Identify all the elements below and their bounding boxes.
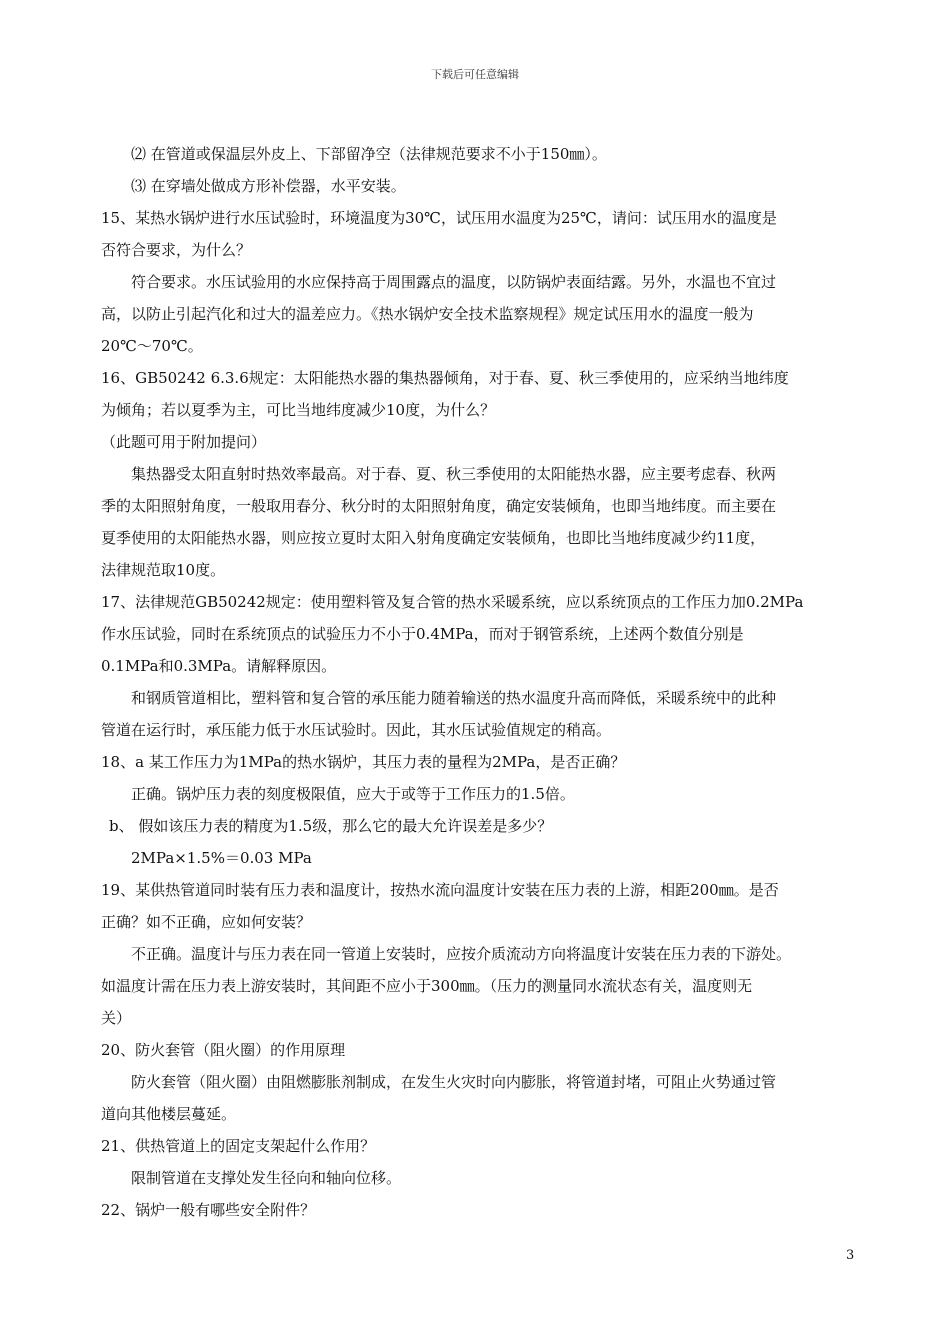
- text-line: 20℃～70℃。: [101, 337, 203, 355]
- text-line: 和钢质管道相比，塑料管和复合管的承压能力随着输送的热水温度升高而降低，采暖系统中的此种: [131, 689, 777, 707]
- text-line: 否符合要求，为什么？: [101, 241, 252, 259]
- text-line: 作水压试验，同时在系统顶点的试验压力不小于0.4MPa，而对于钢管系统，上述两个数值分别是: [101, 625, 744, 643]
- text-line: 22、锅炉一般有哪些安全附件？: [101, 1201, 316, 1219]
- text-line: 关）: [101, 1009, 132, 1027]
- text-line: b、 假如该压力表的精度为1.5级，那么它的最大允许误差是多少？: [109, 817, 553, 835]
- text-line: 法律规范取10度。: [101, 561, 226, 579]
- text-line: 道向其他楼层蔓延。: [101, 1105, 237, 1123]
- text-line: ⑵ 在管道或保温层外皮上、下部留净空（法律规范要求不小于150㎜）。: [131, 145, 607, 163]
- text-line: 16、GB50242 6.3.6规定：太阳能热水器的集热器倾角，对于春、夏、秋三季使用的，应采纳当地纬度: [101, 369, 789, 387]
- text-line: 夏季使用的太阳能热水器，则应按立夏时太阳入射角度确定安装倾角，也即比当地纬度减少约11度，: [101, 529, 766, 547]
- text-line: 管道在运行时，承压能力低于水压试验时。因此，其水压试验值规定的稍高。: [101, 721, 612, 739]
- text-line: 19、某供热管道同时装有压力表和温度计，按热水流向温度计安装在压力表的上游，相距200㎜。是否: [101, 881, 779, 899]
- text-line: 限制管道在支撑处发生径向和轴向位移。: [131, 1169, 402, 1187]
- page-number: 3: [846, 1248, 855, 1263]
- page-header: 下载后可任意编辑: [431, 68, 519, 81]
- text-line: 21、供热管道上的固定支架起什么作用？: [101, 1137, 376, 1155]
- text-line: 不正确。温度计与压力表在同一管道上安装时，应按介质流动方向将温度计安装在压力表的下游处。: [131, 945, 792, 963]
- text-line: 正确。锅炉压力表的刻度极限值，应大于或等于工作压力的1.5倍。: [131, 785, 575, 803]
- text-line: 17、法律规范GB50242规定：使用塑料管及复合管的热水采暖系统，应以系统顶点的工作压力加0.2MPa: [101, 593, 804, 611]
- text-line: 集热器受太阳直射时热效率最高。对于春、夏、秋三季使用的太阳能热水器，应主要考虑春、秋两: [131, 465, 777, 483]
- text-line: 2MPa×1.5%＝0.03 MPa: [131, 849, 312, 867]
- text-line: 18、a 某工作压力为1MPa的热水锅炉，其压力表的量程为2MPa，是否正确？: [101, 753, 626, 771]
- text-line: （此题可用于附加提问）: [101, 433, 267, 451]
- text-line: 季的太阳照射角度，一般取用春分、秋分时的太阳照射角度，确定安装倾角，也即当地纬度。而主要在: [101, 497, 777, 515]
- text-line: 15、某热水锅炉进行水压试验时，环境温度为30℃，试压用水温度为25℃，请问：试压用水的温度是: [101, 209, 777, 227]
- document-body: [101, 138, 861, 1226]
- text-line: 0.1MPa和0.3MPa。请解释原因。: [101, 657, 337, 675]
- text-line: 20、防火套管（阻火圈）的作用原理: [101, 1041, 346, 1059]
- text-line: 如温度计需在压力表上游安装时，其间距不应小于300㎜。（压力的测量同水流状态有关，温度则无: [101, 977, 753, 995]
- text-line: 为倾角；若以夏季为主，可比当地纬度减少10度，为什么？: [101, 401, 496, 419]
- text-line: 符合要求。水压试验用的水应保持高于周围露点的温度，以防锅炉表面结露。另外，水温也不宜过: [131, 273, 777, 291]
- text-line: ⑶ 在穿墙处做成方形补偿器，水平安装。: [131, 177, 406, 195]
- text-line: 防火套管（阻火圈）由阻燃膨胀剂制成，在发生火灾时向内膨胀，将管道封堵，可阻止火势通过管: [131, 1073, 777, 1091]
- text-line: 高，以防止引起汽化和过大的温差应力。《热水锅炉安全技术监察规程》规定试压用水的温度一般为: [101, 305, 754, 323]
- text-line: 正确？如不正确，应如何安装？: [101, 913, 312, 931]
